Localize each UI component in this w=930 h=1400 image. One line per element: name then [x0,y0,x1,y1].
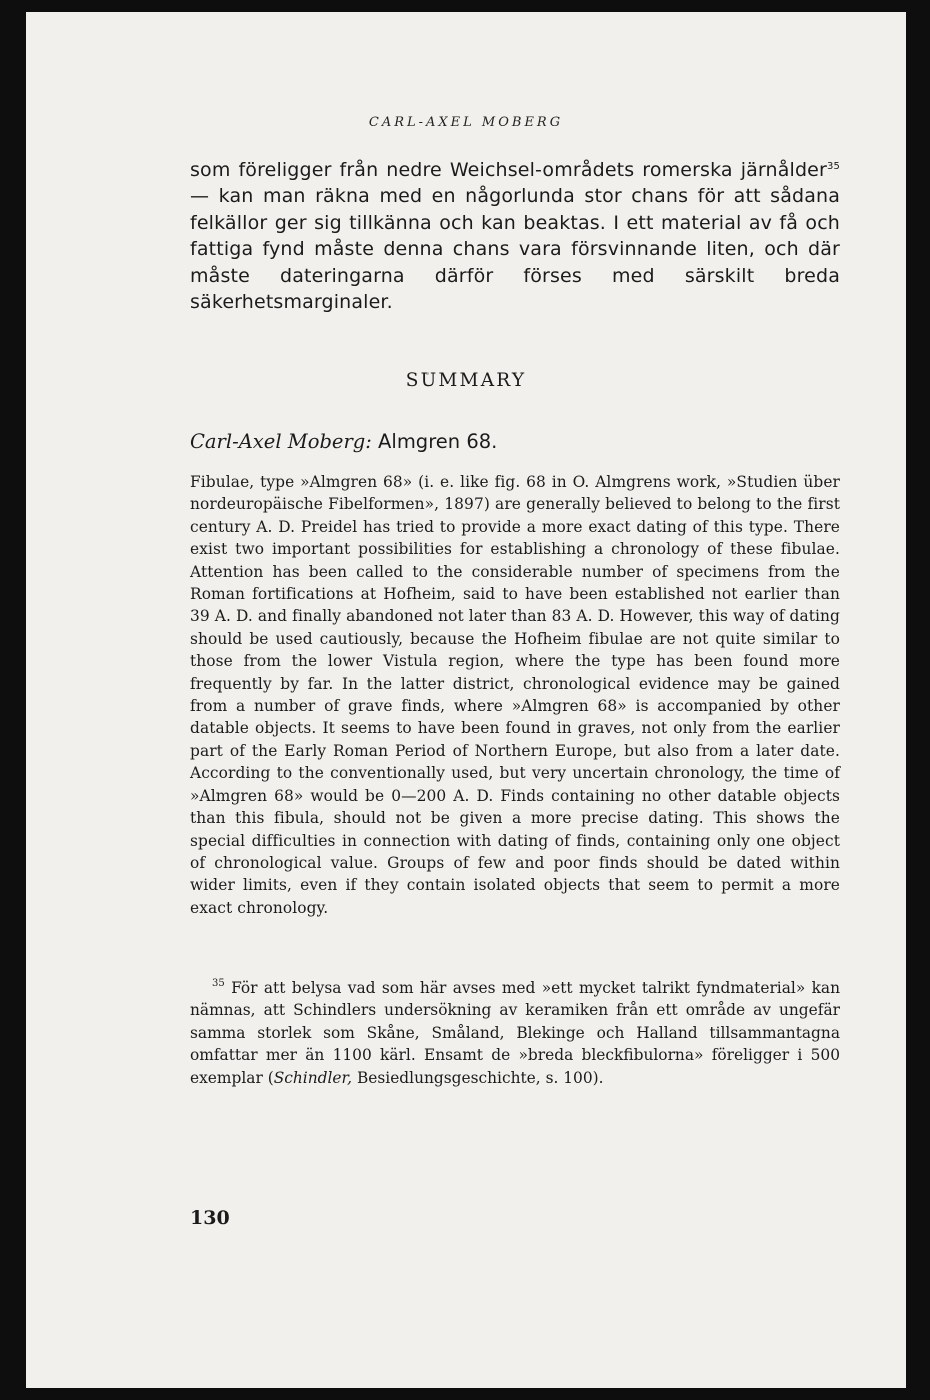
body-text-part1: som föreligger från nedre Weichsel-områdets romerska järnålder [190,159,827,181]
summary-title: Almgren 68. [371,430,498,453]
footnote [190,977,840,1089]
footnote-cited-author: Schindler, [273,1068,353,1087]
summary-author: Carl-Axel Moberg: [190,430,372,453]
summary-byline [190,429,840,455]
footnote-text-part1: För att belysa vad som här avses med »ett mycket talrikt fyndmaterial» kan nämnas, att Schindlers undersökning av keramiken från ett område av ungefär samma storlek som Skåne, Småland, Blekinge och Halland tillsammantagna omfattar mer än 1100 kärl. Ensamt de »breda bleckfibulorna» föreligger i 500 exemplar ( [190,979,840,1087]
document-page [26,12,906,1388]
footnote-text-part2: Besiedlungsgeschichte, s. 100). [352,1068,604,1087]
body-paragraph [190,157,840,315]
body-text-part2: — kan man räkna med en någorlunda stor chans för att sådana felkällor ger sig tillkänna och kan beaktas. I ett material av få och fattiga fynd måste denna chans vara försvinnande liten, och där måste dateringarna därför förses med särskilt breda säkerhetsmarginaler. [190,185,840,314]
footnote-marker: 35 [212,978,225,989]
summary-heading: SUMMARY [405,370,527,391]
summary-paragraph: Fibulae, type »Almgren 68» (i. e. like fig. 68 in O. Almgrens work, »Studien über nordeuropäische Fibelformen», 1897) are generally believed to belong to the first century A. D. Preidel has tried to provide a more exact dating of this type. There exist two important possibilities for establishing a chronology of these fibulae. Attention has been called to the considerable number of specimens from the Roman fortifications at Hofheim, said to have been established not earlier than 39 A. D. and finally abandoned not later than 83 A. D. However, this way of dating should be used cautiously, because the Hofheim fibulae are not quite similar to those from the lower Vistula region, where the type has been found more frequently by far. In the latter district, chronological evidence may be gained from a number of grave finds, where »Almgren 68» is accompanied by other datable objects. It seems to have been found in graves, not only from the earlier part of the Early Roman Period of Northern Europe, but also from a later date. According to the conventionally used, but very uncertain chronology, the time of »Almgren 68» would be 0—200 A. D. Finds containing no other datable objects than this fibula, should not be given a more precise dating. This shows the special difficulties in connection with dating of finds, containing only one object of chronological value. Groups of few and poor finds should be dated within wider limits, even if they contain isolated objects that seem to permit a more exact chronology. [190,473,840,917]
footnote-reference[interactable]: 35 [826,161,840,172]
running-head: CARL-AXEL MOBERG [368,115,564,130]
page-number: 130 [190,1207,230,1229]
